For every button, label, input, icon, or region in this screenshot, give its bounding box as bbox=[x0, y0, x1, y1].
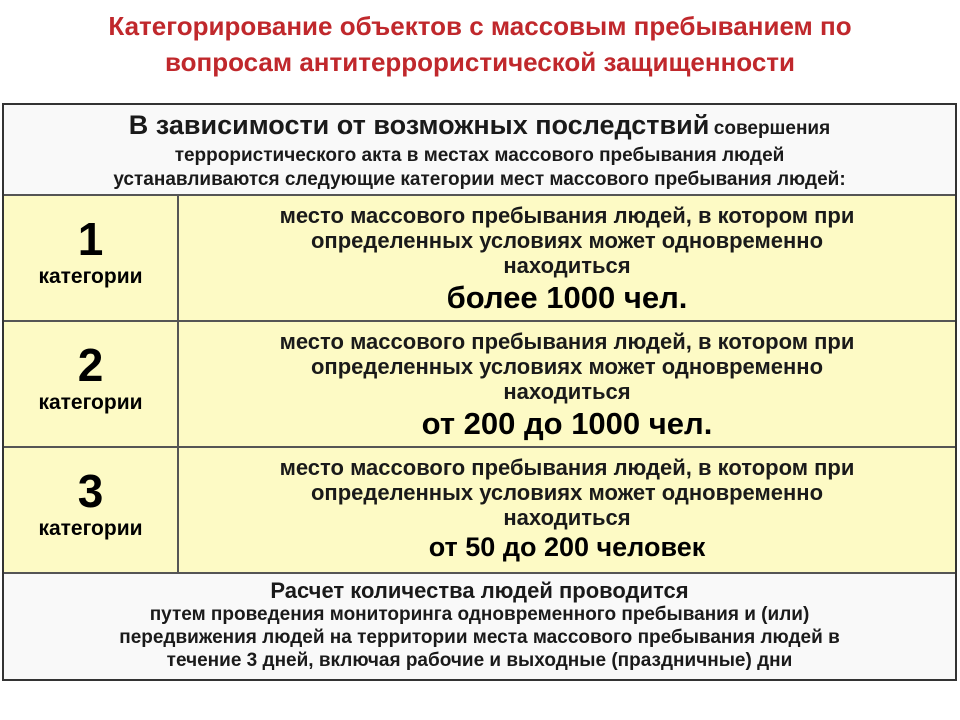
description-line-3: находиться bbox=[503, 253, 631, 278]
intro-line-1 bbox=[4, 111, 955, 144]
footer-line-3: течение 3 дней, включая рабочие и выходные (праздничные) дни bbox=[166, 650, 793, 671]
slide-title bbox=[0, 8, 960, 80]
footer-cell bbox=[4, 574, 955, 679]
category-description-cell bbox=[179, 196, 955, 320]
intro-rest-line-1: совершения bbox=[713, 118, 831, 139]
category-table bbox=[2, 103, 957, 681]
intro-cell bbox=[4, 105, 955, 196]
footer-line-1: путем проведения мониторинга одновременного пребывания и (или) bbox=[149, 604, 810, 625]
category-row-1 bbox=[4, 196, 955, 322]
footer-heading: Расчет количества людей проводится bbox=[270, 578, 689, 603]
description-line-1: место массового пребывания людей, в котором при bbox=[279, 203, 855, 228]
category-number: 2 bbox=[77, 339, 104, 391]
category-row-3 bbox=[4, 448, 955, 574]
category-word: категории bbox=[38, 517, 143, 540]
intro-line-3: устанавливаются следующие категории мест массового пребывания людей: bbox=[113, 169, 846, 190]
intro-line-2: террористического акта в местах массового пребывания людей bbox=[174, 145, 785, 166]
category-description-cell bbox=[179, 448, 955, 572]
description-line-1: место массового пребывания людей, в котором при bbox=[279, 455, 855, 480]
title-line-2: вопросам антитеррористической защищенности bbox=[164, 47, 796, 77]
category-amount: от 50 до 200 человек bbox=[428, 532, 706, 562]
category-amount: более 1000 чел. bbox=[446, 280, 688, 315]
description-line-2: определенных условиях может одновременно bbox=[310, 480, 824, 505]
footer-line-2: передвижения людей на территории места массового пребывания людей в bbox=[119, 627, 840, 648]
category-number: 1 bbox=[77, 213, 104, 265]
category-label-cell bbox=[4, 448, 179, 572]
description-line-2: определенных условиях может одновременно bbox=[310, 228, 824, 253]
category-row-2 bbox=[4, 322, 955, 448]
category-number: 3 bbox=[77, 465, 104, 517]
category-label-cell bbox=[4, 322, 179, 446]
description-line-1: место массового пребывания людей, в котором при bbox=[279, 329, 855, 354]
category-word: категории bbox=[38, 265, 143, 288]
title-line-1: Категорирование объектов с массовым пребыванием по bbox=[108, 11, 852, 41]
category-description-cell bbox=[179, 322, 955, 446]
intro-bold-start: В зависимости от возможных последствий bbox=[128, 110, 710, 140]
category-amount: от 200 до 1000 чел. bbox=[421, 406, 713, 441]
category-word: категории bbox=[38, 391, 143, 414]
description-line-3: находиться bbox=[503, 379, 631, 404]
category-label-cell bbox=[4, 196, 179, 320]
description-line-3: находиться bbox=[503, 505, 631, 530]
description-line-2: определенных условиях может одновременно bbox=[310, 354, 824, 379]
